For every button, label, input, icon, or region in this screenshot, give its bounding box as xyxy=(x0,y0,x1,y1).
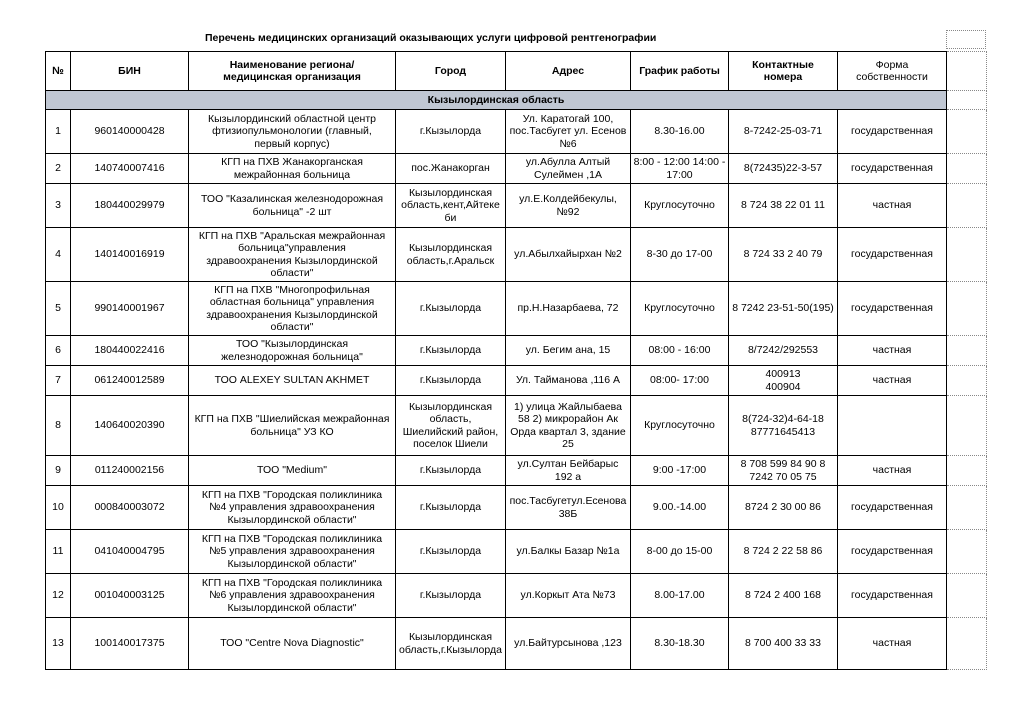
cell-name: КГП на ПХВ "Городская поликлиника №4 управления здравоохранения Кызылординской области" xyxy=(189,486,396,530)
table-row xyxy=(46,618,987,670)
cell-name: КГП на ПХВ "Многопрофильная областная больница" управления здравоохранения Кызылординской области" xyxy=(189,282,396,336)
cell-ownership: государственная xyxy=(838,486,947,530)
cell-num: 2 xyxy=(46,154,71,184)
cell-num: 4 xyxy=(46,228,71,282)
cell-city: пос.Жанакорган xyxy=(396,154,506,184)
empty-cell xyxy=(947,52,987,91)
cell-schedule: 8:00 - 12:00 14:00 - 17:00 xyxy=(631,154,729,184)
cell-num: 13 xyxy=(46,618,71,670)
cell-city: Кызылординская область,кент,Айтеке би xyxy=(396,184,506,228)
empty-cell xyxy=(947,336,987,366)
cell-ownership: государственная xyxy=(838,282,947,336)
cell-contacts: 8(724-32)4-64-18 87771645413 xyxy=(729,396,838,456)
cell-city: г.Кызылорда xyxy=(396,456,506,486)
table-row xyxy=(46,530,987,574)
cell-num: 3 xyxy=(46,184,71,228)
cell-name: КГП на ПХВ "Аральская межрайонная больница"управления здравоохранения Кызылординской области" xyxy=(189,228,396,282)
cell-schedule: Круглосуточно xyxy=(631,184,729,228)
cell-schedule: 8.30-18.30 xyxy=(631,618,729,670)
header-contacts: Контактные номера xyxy=(729,52,838,91)
cell-num: 7 xyxy=(46,366,71,396)
cell-bin: 180440022416 xyxy=(71,336,189,366)
cell-contacts: 8 724 2 22 58 86 xyxy=(729,530,838,574)
header-row xyxy=(46,52,987,91)
table-row xyxy=(46,154,987,184)
cell-schedule: 8.00-17.00 xyxy=(631,574,729,618)
cell-contacts: 8724 2 30 00 86 xyxy=(729,486,838,530)
cell-schedule: 08:00 - 16:00 xyxy=(631,336,729,366)
cell-bin: 041040004795 xyxy=(71,530,189,574)
empty-cell xyxy=(947,456,987,486)
empty-cell xyxy=(947,154,987,184)
header-name: Наименование региона/ медицинская организация xyxy=(189,52,396,91)
organizations-table xyxy=(45,51,987,670)
cell-num: 9 xyxy=(46,456,71,486)
empty-cell xyxy=(947,618,987,670)
header-schedule: График работы xyxy=(631,52,729,91)
cell-name: КГП на ПХВ "Городская поликлиника №6 управления здравоохранения Кызылординской области" xyxy=(189,574,396,618)
table-row xyxy=(46,184,987,228)
table-row xyxy=(46,110,987,154)
cell-address: ул.Абулла Алтый Сулеймен ,1А xyxy=(506,154,631,184)
region-name: Кызылординская область xyxy=(46,91,947,110)
empty-cell xyxy=(947,282,987,336)
cell-contacts: 8 700 400 33 33 xyxy=(729,618,838,670)
cell-contacts: 8/7242/292553 xyxy=(729,336,838,366)
cell-name: Кызылординский областной центр фтизиопульмонологии (главный, первый корпус) xyxy=(189,110,396,154)
cell-ownership: государственная xyxy=(838,574,947,618)
cell-city: г.Кызылорда xyxy=(396,486,506,530)
cell-bin: 001040003125 xyxy=(71,574,189,618)
cell-schedule: Круглосуточно xyxy=(631,396,729,456)
cell-name: ТОО ALEXEY SULTAN AKHMET xyxy=(189,366,396,396)
cell-bin: 140640020390 xyxy=(71,396,189,456)
cell-address: ул.Абылхайырхан №2 xyxy=(506,228,631,282)
cell-schedule: 8.30-16.00 xyxy=(631,110,729,154)
cell-bin: 061240012589 xyxy=(71,366,189,396)
cell-address: пос.Тасбугетул.Есенова 38Б xyxy=(506,486,631,530)
empty-cell xyxy=(947,396,987,456)
cell-schedule: 08:00- 17:00 xyxy=(631,366,729,396)
cell-address: пр.Н.Назарбаева, 72 xyxy=(506,282,631,336)
empty-cell xyxy=(947,530,987,574)
cell-city: Кызылординская область, Шиелийский район, поселок Шиели xyxy=(396,396,506,456)
cell-contacts: 8 708 599 84 90 8 7242 70 05 75 xyxy=(729,456,838,486)
cell-city: г.Кызылорда xyxy=(396,282,506,336)
cell-ownership: государственная xyxy=(838,530,947,574)
cell-address: ул.Султан Бейбарыс 192 а xyxy=(506,456,631,486)
cell-name: ТОО "Казалинская железнодорожная больница" -2 шт xyxy=(189,184,396,228)
table-row xyxy=(46,366,987,396)
cell-city: г.Кызылорда xyxy=(396,574,506,618)
header-bin: БИН xyxy=(71,52,189,91)
empty-cell xyxy=(947,91,987,110)
cell-ownership: частная xyxy=(838,366,947,396)
empty-cell xyxy=(947,184,987,228)
table-row xyxy=(46,486,987,530)
cell-bin: 100140017375 xyxy=(71,618,189,670)
cell-address: ул.Коркыт Ата №73 xyxy=(506,574,631,618)
cell-city: Кызылординская область,г.Кызылорда xyxy=(396,618,506,670)
cell-contacts: 8-7242-25-03-71 xyxy=(729,110,838,154)
table-row xyxy=(46,396,987,456)
table-row xyxy=(46,574,987,618)
table-row xyxy=(46,282,987,336)
header-ownership: Форма собственности xyxy=(838,52,947,91)
cell-bin: 011240002156 xyxy=(71,456,189,486)
cell-ownership: государственная xyxy=(838,110,947,154)
cell-num: 5 xyxy=(46,282,71,336)
cell-city: г.Кызылорда xyxy=(396,366,506,396)
cell-schedule: Круглосуточно xyxy=(631,282,729,336)
empty-cell xyxy=(947,574,987,618)
cell-city: г.Кызылорда xyxy=(396,110,506,154)
table-row xyxy=(46,456,987,486)
cell-schedule: 8-00 до 15-00 xyxy=(631,530,729,574)
cell-address: Ул. Каратогай 100, пос.Тасбугет ул. Есенов №6 xyxy=(506,110,631,154)
table-row xyxy=(46,228,987,282)
cell-address: Ул. Тайманова ,116 А xyxy=(506,366,631,396)
cell-contacts: 400913 400904 xyxy=(729,366,838,396)
cell-contacts: 8 724 33 2 40 79 xyxy=(729,228,838,282)
cell-bin: 000840003072 xyxy=(71,486,189,530)
cell-address: ул.Байтурсынова ,123 xyxy=(506,618,631,670)
cell-num: 1 xyxy=(46,110,71,154)
cell-contacts: 8 724 2 400 168 xyxy=(729,574,838,618)
cell-city: Кызылординская область,г.Аральск xyxy=(396,228,506,282)
cell-schedule: 9.00.-14.00 xyxy=(631,486,729,530)
header-address: Адрес xyxy=(506,52,631,91)
header-num: № xyxy=(46,52,71,91)
table-row xyxy=(46,336,987,366)
cell-schedule: 9:00 -17:00 xyxy=(631,456,729,486)
cell-address: ул.Балкы Базар №1а xyxy=(506,530,631,574)
cell-num: 11 xyxy=(46,530,71,574)
cell-name: ТОО "Medium" xyxy=(189,456,396,486)
cell-ownership: государственная xyxy=(838,154,947,184)
empty-cell xyxy=(947,366,987,396)
cell-ownership: частная xyxy=(838,336,947,366)
cell-bin: 990140001967 xyxy=(71,282,189,336)
cell-city: г.Кызылорда xyxy=(396,530,506,574)
cell-name: ТОО "Кызылординская железнодорожная больница" xyxy=(189,336,396,366)
cell-num: 6 xyxy=(46,336,71,366)
cell-name: КГП на ПХВ "Городская поликлиника №5 управления здравоохранения Кызылординской области" xyxy=(189,530,396,574)
cell-contacts: 8 7242 23-51-50(195) xyxy=(729,282,838,336)
cell-bin: 960140000428 xyxy=(71,110,189,154)
cell-name: ТОО "Centre Nova Diagnostic" xyxy=(189,618,396,670)
cell-bin: 140140016919 xyxy=(71,228,189,282)
cell-city: г.Кызылорда xyxy=(396,336,506,366)
cell-name: КГП на ПХВ "Шиелийская межрайонная больница" УЗ КО xyxy=(189,396,396,456)
document-title: Перечень медицинских организаций оказывающих услуги цифровой рентгенографии xyxy=(205,32,657,44)
cell-schedule: 8-30 до 17-00 xyxy=(631,228,729,282)
cell-ownership: частная xyxy=(838,618,947,670)
cell-contacts: 8 724 38 22 01 11 xyxy=(729,184,838,228)
empty-cell xyxy=(946,30,986,49)
cell-bin: 180440029979 xyxy=(71,184,189,228)
cell-ownership: частная xyxy=(838,456,947,486)
header-city: Город xyxy=(396,52,506,91)
cell-address: ул. Бегим ана, 15 xyxy=(506,336,631,366)
empty-cell xyxy=(947,110,987,154)
cell-name: КГП на ПХВ Жанакорганская межрайонная больница xyxy=(189,154,396,184)
region-row xyxy=(46,91,987,110)
empty-cell xyxy=(947,486,987,530)
cell-num: 12 xyxy=(46,574,71,618)
cell-address: ул.Е.Колдейбекулы, №92 xyxy=(506,184,631,228)
cell-address: 1) улица Жайлыбаева 58 2) микрорайон Ак Орда квартал 3, здание 25 xyxy=(506,396,631,456)
empty-cell xyxy=(947,228,987,282)
cell-num: 10 xyxy=(46,486,71,530)
cell-num: 8 xyxy=(46,396,71,456)
cell-ownership: частная xyxy=(838,184,947,228)
cell-ownership xyxy=(838,396,947,456)
cell-contacts: 8(72435)22-3-57 xyxy=(729,154,838,184)
cell-bin: 140740007416 xyxy=(71,154,189,184)
cell-ownership: государственная xyxy=(838,228,947,282)
